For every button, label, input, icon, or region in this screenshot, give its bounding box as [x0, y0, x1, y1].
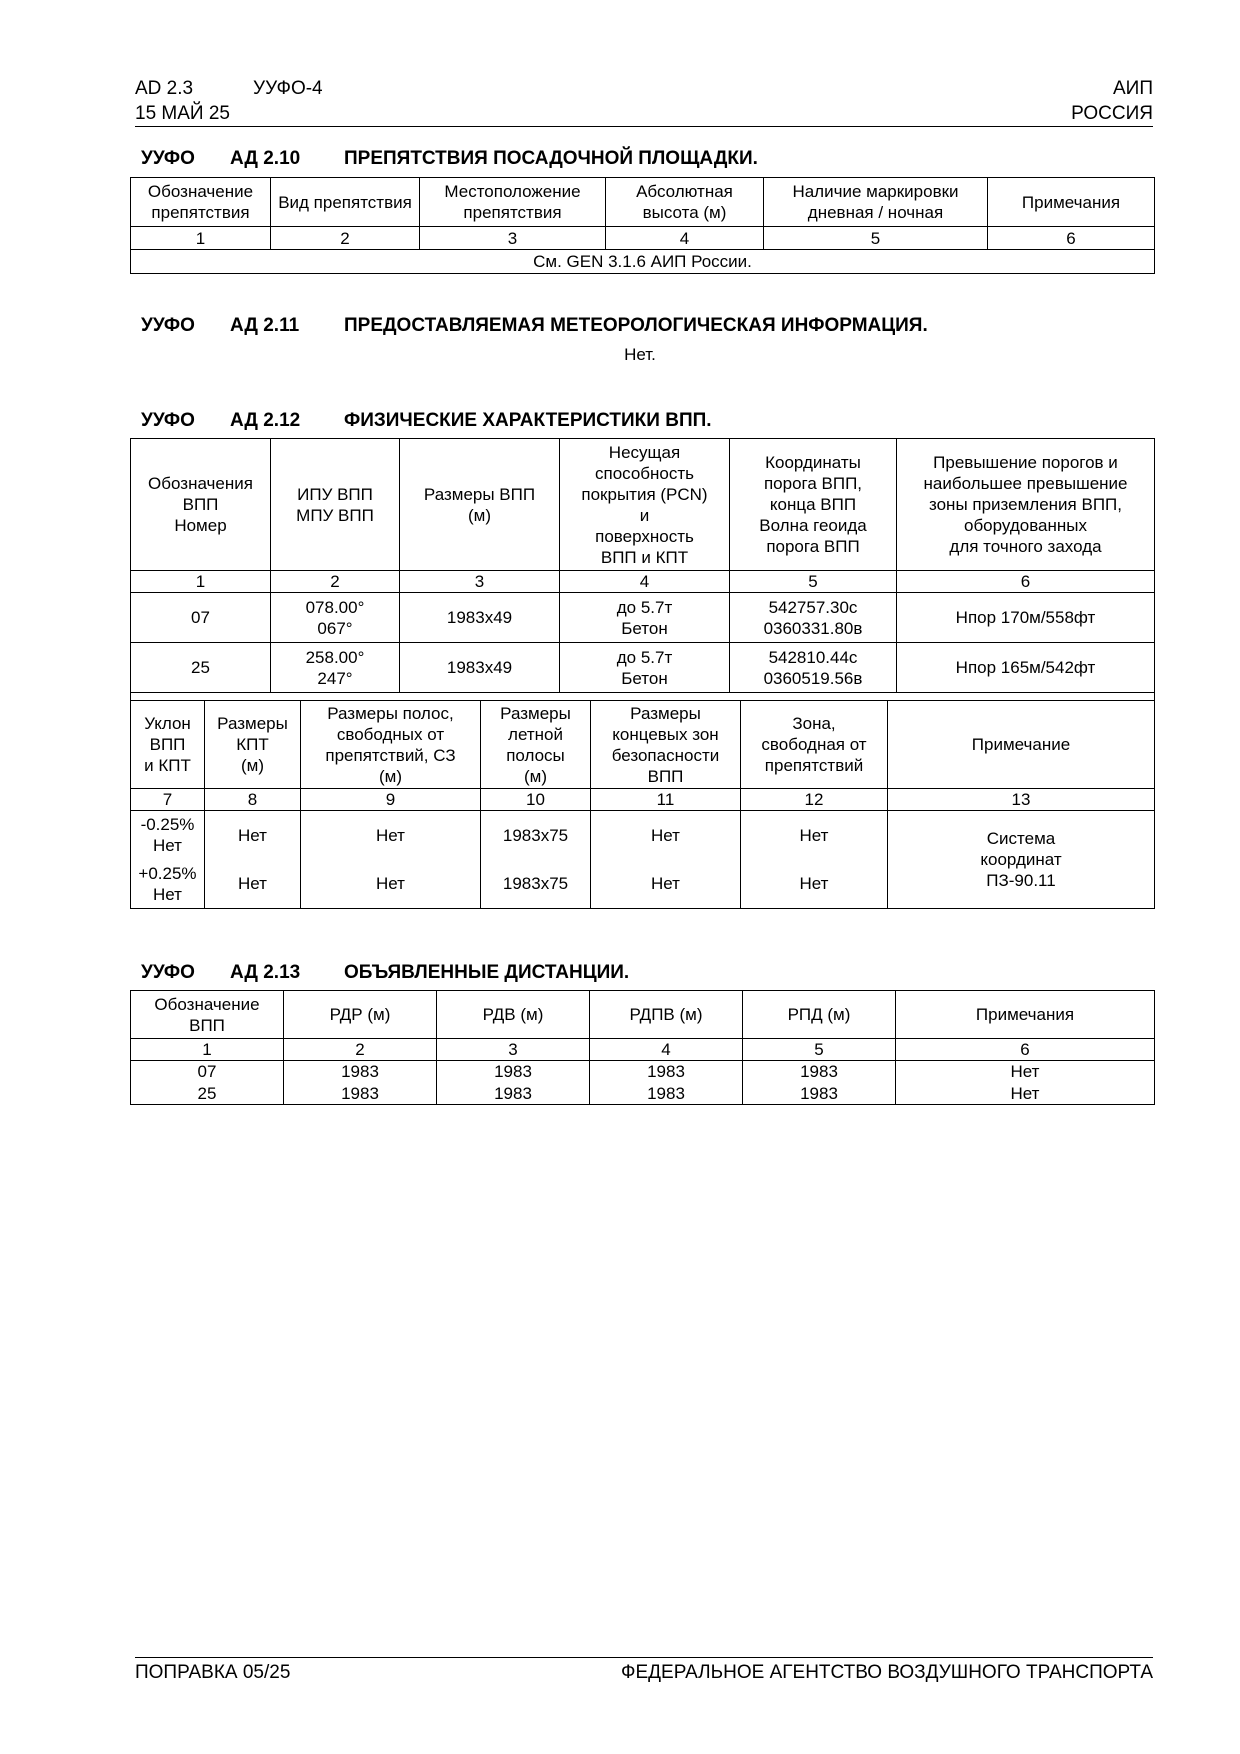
- table-row: 25 1983 1983 1983 1983 Нет: [131, 1083, 1155, 1105]
- col-header: Примечание: [888, 701, 1155, 789]
- obstacles-table: [130, 177, 1155, 274]
- table-header-row: [131, 178, 1155, 227]
- col-header: Размеры КПТ (м): [205, 701, 301, 789]
- table-row: 07 078.00° 067° 1983x49 до 5.7т Бетон 542757.30с 0360331.80в Нпор 170м/558фт: [131, 593, 1155, 643]
- table-row: 07 1983 1983 1983 1983 Нет: [131, 1061, 1155, 1083]
- country-name: РОССИЯ: [1071, 103, 1153, 124]
- col-header: Местоположение препятствия: [420, 178, 606, 227]
- effective-date: 15 МАЙ 25: [135, 103, 230, 124]
- column-number-row: 1 2 3 4 5 6: [131, 571, 1155, 593]
- table-row: -0.25% Нет Нет Нет 1983x75 Нет Нет Система координат ПЗ-90.11: [131, 811, 1155, 860]
- met-info-text: Нет.: [624, 345, 656, 364]
- col-header: Примечания: [896, 991, 1155, 1039]
- runway-designator: 25: [131, 643, 271, 693]
- footer-divider: [135, 1657, 1153, 1658]
- col-header: Вид препятствия: [271, 178, 420, 227]
- col-header: Абсолютная высота (м): [606, 178, 764, 227]
- column-number-row: 7 8 9 10 11 12 13: [131, 789, 1155, 811]
- col-header: РДВ (м): [437, 991, 590, 1039]
- col-header: Размеры концевых зон безопасности ВПП: [591, 701, 741, 789]
- col-header: Несущая способность покрытия (PCN) и поверхность ВПП и КПТ: [560, 439, 730, 571]
- amendment-number: ПОПРАВКА 05/25: [135, 1662, 291, 1683]
- agency-name: ФЕДЕРАЛЬНОЕ АГЕНТСТВО ВОЗДУШНОГО ТРАНСПОРТА: [621, 1662, 1153, 1683]
- col-header: Координаты порога ВПП, конца ВПП Волна геоида порога ВПП: [730, 439, 897, 571]
- col-header: Размеры полос, свободных от препятствий, СЗ (м): [301, 701, 481, 789]
- col-header: ИПУ ВПП МПУ ВПП: [271, 439, 400, 571]
- header-divider: [135, 126, 1153, 127]
- declared-distances-table: [130, 990, 1155, 1105]
- col-header: РДПВ (м): [590, 991, 743, 1039]
- col-header: Обозначение ВПП: [131, 991, 284, 1039]
- table-header-row: [131, 701, 1155, 789]
- col-header: Примечания: [988, 178, 1155, 227]
- publication-name: АИП: [1113, 78, 1153, 99]
- table-row: [131, 250, 1155, 274]
- col-header: Превышение порогов и наибольшее превышение зоны приземления ВПП, оборудованных для точного захода: [897, 439, 1155, 571]
- column-number-row: 1 2 3 4 5 6: [131, 1039, 1155, 1061]
- doc-ref: AD 2.3: [135, 78, 194, 99]
- table-row: 25 258.00° 247° 1983x49 до 5.7т Бетон 542810.44с 0360519.56в Нпор 165м/542фт: [131, 643, 1155, 693]
- runway-characteristics-table: [130, 438, 1155, 701]
- runway-declared-areas-table: [130, 700, 1155, 909]
- col-header: Зона, свободная от препятствий: [741, 701, 888, 789]
- col-header: Уклон ВПП и КПТ: [131, 701, 205, 789]
- table-header-row: [131, 991, 1155, 1039]
- col-header: Размеры ВПП (м): [400, 439, 560, 571]
- column-number-row: 1 2 3 4 5 6: [131, 227, 1155, 250]
- table-header-row: [131, 439, 1155, 571]
- col-header: РПД (м): [743, 991, 896, 1039]
- aip-page: AD 2.3 УУФО-4 15 МАЙ 25 АИП РОССИЯ УУФО АД 2.10 ПРЕПЯТСТВИЯ ПОСАДОЧНОЙ ПЛОЩАДКИ. Обозначение препятствия Вид препятствия Местоположение препятствия Абсолютная высота (м) Наличие маркировки дневная / ночная Примечания 1 2 3 4 5 6 См. GEN 3.1.6 АИП России. УУФО АД 2.11 ПРЕДОСТАВЛЯЕМАЯ МЕТЕОРОЛОГИЧЕСКАЯ ИНФОРМАЦИЯ. Нет. УУФО АД 2.12 ФИЗИЧЕСКИЕ ХАРАКТЕРИСТИКИ ВПП. Обозначения ВПП Номер ИПУ ВПП МПУ ВПП Размеры ВПП (м) Несущая способность покрытия (PCN) и поверхность ВПП и КПТ Координаты порога ВПП, конца ВПП Волна геоида порога ВПП Превышение порогов и наибольшее превышение зоны приземления ВПП, оборудованных для точного захода 1 2 3 4 5 6 07 078.00° 067° 1983x49 до 5.7т Бетон 542757.30с 0360331.80в Нпор 170м/558фт 25 258.00° 247° 1983x49 до 5.7т Бетон 542810.44с 0360519.56в Нпор 165м/542фт Уклон ВПП и КПТ Размеры КПТ (м) Размеры полос, свободных от препятствий, СЗ (м) Размеры летной полосы (м) Размеры концевых зон безопасности ВПП Зона, свободная от препятствий Примечание 7 8 9 10 11 12 13 -0.25% Нет Нет Нет 1983x75 Нет Нет Система координат ПЗ-90.11 +0.25% Нет Нет Нет 1983x75 Нет Нет УУФО АД 2.13 ОБЪЯВЛЕННЫЕ ДИСТАНЦИИ. Обозначение ВПП РДР (м) РДВ (м) РДПВ (м) РПД (м) Примечания 1 2 3 4 5 6 07 1983 1983 1983 1983 Нет 25 1983 1983 1983 1983 Нет ПОПРАВКА 05/25 ФЕДЕРАЛЬНОЕ АГЕНТСТВО ВОЗДУШНОГО ТРАНСПОРТА: [0, 0, 1240, 1754]
- col-header: РДР (м): [284, 991, 437, 1039]
- table-row: +0.25% Нет Нет Нет 1983x75 Нет Нет: [131, 860, 1155, 909]
- obstacles-note: См. GEN 3.1.6 АИП России.: [131, 250, 1155, 274]
- col-header: Обозначения ВПП Номер: [131, 439, 271, 571]
- coordinate-system-remark: Система координат ПЗ-90.11: [888, 811, 1155, 909]
- runway-designator: 07: [131, 593, 271, 643]
- col-header: Обозначение препятствия: [131, 178, 271, 227]
- col-header: Размеры летной полосы (м): [481, 701, 591, 789]
- col-header: Наличие маркировки дневная / ночная: [764, 178, 988, 227]
- aerodrome-code: УУФО-4: [253, 78, 323, 99]
